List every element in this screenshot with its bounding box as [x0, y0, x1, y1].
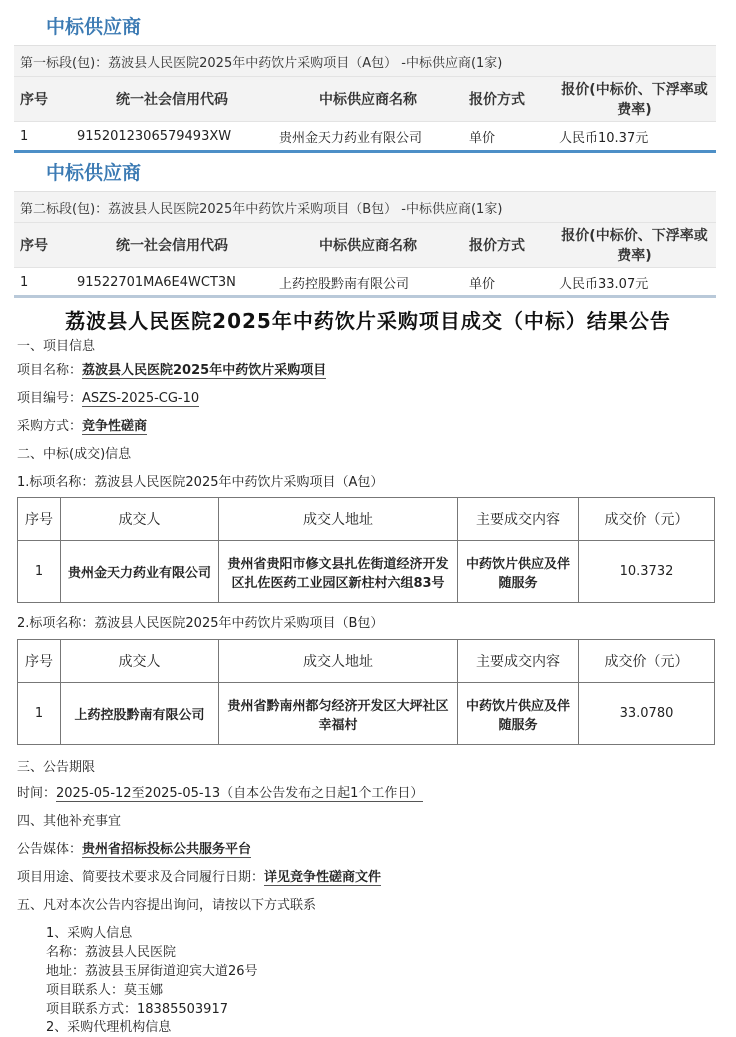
table-row — [14, 122, 716, 152]
col-address: 成交人地址 — [219, 498, 458, 541]
lot1-caption: 第一标段(包)：荔波县人民医院2025年中药饮片采购项目（A包） -中标供应商(1家) — [14, 46, 716, 77]
time-line — [17, 782, 423, 801]
heading-period: 三、公告期限 — [17, 760, 96, 775]
col-quote: 报价(中标价、下浮率或费率) — [553, 77, 716, 122]
section-title-lot2: 中标供应商 — [46, 162, 142, 184]
project-name-label: 项目名称： — [17, 363, 83, 378]
result-table-b — [17, 639, 715, 745]
row-quote: 人民币33.07元 — [553, 268, 716, 298]
divider — [14, 295, 716, 298]
usage-line — [17, 866, 381, 885]
row-index: 1 — [14, 122, 71, 152]
col-credit-code: 统一社会信用代码 — [71, 223, 273, 268]
project-code-line — [17, 387, 199, 406]
table-header — [18, 640, 715, 683]
project-name-line — [17, 359, 326, 378]
col-address: 成交人地址 — [219, 640, 458, 683]
row-price: 10.3732 — [579, 541, 715, 603]
media-line — [17, 838, 251, 857]
table-header — [14, 77, 716, 122]
method-label: 采购方式： — [17, 419, 83, 434]
contact-person: 项目联系人：莫玉娜 — [46, 983, 164, 998]
col-index: 序号 — [14, 77, 71, 122]
col-index: 序号 — [18, 640, 61, 683]
col-price: 成交价（元） — [579, 498, 715, 541]
heading-contact: 五、凡对本次公告内容提出询问，请按以下方式联系 — [17, 898, 317, 913]
col-credit-code: 统一社会信用代码 — [71, 77, 273, 122]
winner-table-lot1 — [14, 45, 716, 152]
method-value: 竞争性磋商 — [82, 419, 148, 434]
media-label: 公告媒体： — [17, 842, 83, 857]
result-table-a — [17, 497, 715, 603]
col-content: 主要成交内容 — [458, 498, 579, 541]
table-row — [14, 268, 716, 298]
col-content: 主要成交内容 — [458, 640, 579, 683]
row-supplier-name: 上药控股黔南有限公司 — [273, 268, 463, 298]
col-supplier-name: 中标供应商名称 — [273, 223, 463, 268]
item1-name: 1.标项名称：荔波县人民医院2025年中药饮片采购项目（A包） — [17, 475, 384, 490]
winner-table-lot2 — [14, 191, 716, 298]
row-quote-method: 单价 — [463, 122, 553, 152]
row-quote: 人民币10.37元 — [553, 122, 716, 152]
col-quote-method: 报价方式 — [463, 77, 553, 122]
col-quote: 报价(中标价、下浮率或费率) — [553, 223, 716, 268]
row-awardee: 上药控股黔南有限公司 — [61, 683, 219, 745]
col-awardee: 成交人 — [61, 498, 219, 541]
row-credit-code: 9152012306579493XW — [71, 122, 273, 152]
row-index: 1 — [18, 541, 61, 603]
method-line — [17, 415, 147, 434]
row-content: 中药饮片供应及伴随服务 — [458, 541, 579, 603]
table-row — [18, 541, 715, 603]
row-quote-method: 单价 — [463, 268, 553, 298]
table-header — [14, 223, 716, 268]
row-address: 贵州省黔南州都匀经济开发区大坪社区幸福村 — [219, 683, 458, 745]
time-value: 2025-05-12至2025-05-13（自本公告发布之日起1个工作日） — [56, 786, 424, 801]
contact-phone: 项目联系方式：18385503917 — [46, 1002, 228, 1017]
item2-name: 2.标项名称：荔波县人民医院2025年中药饮片采购项目（B包） — [17, 616, 384, 631]
row-index: 1 — [18, 683, 61, 745]
page-title: 荔波县人民医院2025年中药饮片采购项目成交（中标）结果公告 — [65, 309, 671, 333]
row-price: 33.0780 — [579, 683, 715, 745]
row-content: 中药饮片供应及伴随服务 — [458, 683, 579, 745]
project-code-label: 项目编号： — [17, 391, 83, 406]
media-value: 贵州省招标投标公共服务平台 — [82, 842, 252, 857]
project-code-value: ASZS-2025-CG-10 — [82, 391, 200, 406]
col-awardee: 成交人 — [61, 640, 219, 683]
usage-label: 项目用途、简要技术要求及合同履行日期： — [17, 870, 265, 885]
section-title-lot1: 中标供应商 — [46, 16, 142, 38]
row-address: 贵州省贵阳市修文县扎佐街道经济开发区扎佐医药工业园区新柱村六组83号 — [219, 541, 458, 603]
row-credit-code: 91522701MA6E4WCT3N — [71, 268, 273, 298]
row-awardee: 贵州金天力药业有限公司 — [61, 541, 219, 603]
contact-heading-agency: 2、采购代理机构信息 — [46, 1020, 172, 1035]
divider — [14, 150, 716, 153]
col-index: 序号 — [14, 223, 71, 268]
heading-award-info: 二、中标(成交)信息 — [17, 447, 132, 462]
col-quote-method: 报价方式 — [463, 223, 553, 268]
contact-heading-purchaser: 1、采购人信息 — [46, 926, 133, 941]
project-name-value: 荔波县人民医院2025年中药饮片采购项目 — [82, 363, 327, 378]
table-row — [18, 683, 715, 745]
heading-other: 四、其他补充事宜 — [17, 814, 122, 829]
heading-project-info: 一、项目信息 — [17, 339, 96, 354]
usage-value: 详见竞争性磋商文件 — [264, 870, 382, 885]
col-price: 成交价（元） — [579, 640, 715, 683]
time-label: 时间： — [17, 786, 57, 801]
table-header — [18, 498, 715, 541]
row-supplier-name: 贵州金天力药业有限公司 — [273, 122, 463, 152]
contact-address: 地址：荔波县玉屏街道迎宾大道26号 — [46, 964, 258, 979]
col-index: 序号 — [18, 498, 61, 541]
lot2-caption: 第二标段(包)：荔波县人民医院2025年中药饮片采购项目（B包） -中标供应商(1家) — [14, 192, 716, 223]
row-index: 1 — [14, 268, 71, 298]
contact-name: 名称：荔波县人民医院 — [46, 945, 177, 960]
col-supplier-name: 中标供应商名称 — [273, 77, 463, 122]
